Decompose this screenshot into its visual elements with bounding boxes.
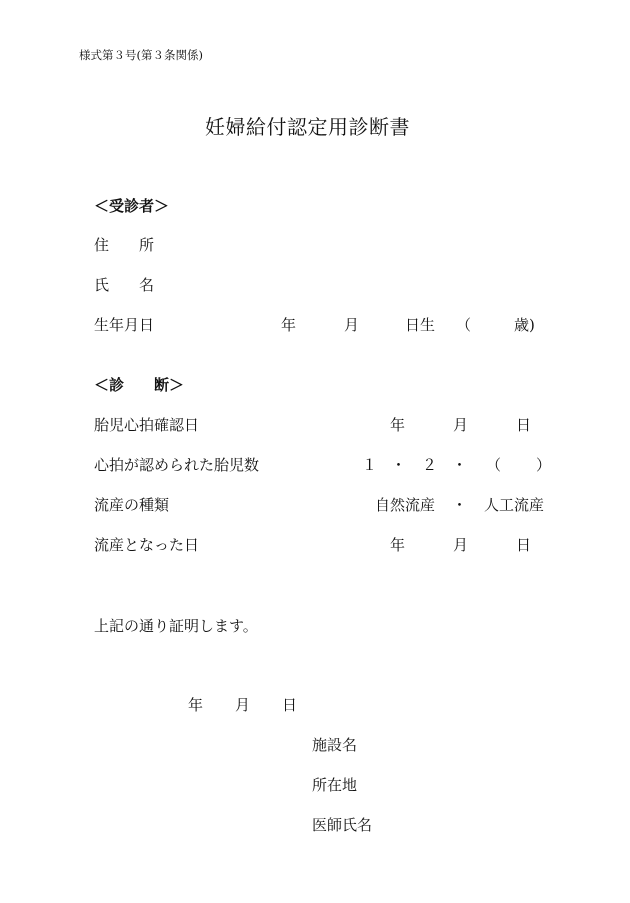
- facility-location-label: 所在地: [312, 776, 358, 794]
- certification-year-unit: 年: [188, 696, 204, 714]
- age-unit: 歳): [514, 316, 535, 334]
- miscarriage-year-unit: 年: [390, 536, 406, 554]
- heartbeat-year-unit: 年: [390, 416, 406, 434]
- document-title: 妊婦給付認定用診断書: [205, 115, 410, 139]
- miscarriage-day-unit: 日: [516, 536, 532, 554]
- certification-month-unit: 月: [235, 696, 251, 714]
- fetus-option-one: １: [362, 456, 378, 474]
- birth-year-unit: 年: [281, 316, 297, 334]
- birth-month-unit: 月: [344, 316, 360, 334]
- birth-day-unit: 日生: [405, 316, 436, 334]
- name-label: 氏 名: [94, 276, 155, 294]
- patient-section-heading: ＜受診者＞: [94, 197, 170, 215]
- miscarriage-natural-option: 自然流産: [375, 496, 436, 514]
- birthdate-label: 生年月日: [94, 316, 155, 334]
- address-label: 住 所: [94, 236, 155, 254]
- fetus-separator-1: ・: [391, 456, 407, 474]
- doctor-name-label: 医師氏名: [312, 816, 373, 834]
- heartbeat-date-label: 胎児心拍確認日: [94, 416, 200, 434]
- miscarriage-type-label: 流産の種類: [94, 496, 170, 514]
- miscarriage-induced-option: 人工流産: [484, 496, 545, 514]
- heartbeat-month-unit: 月: [453, 416, 469, 434]
- fetus-other-close-paren: ）: [536, 456, 552, 474]
- form-number: 様式第３号(第３条関係): [79, 48, 203, 62]
- miscarriage-month-unit: 月: [453, 536, 469, 554]
- diagnosis-section-heading: ＜診 断＞: [94, 376, 185, 394]
- fetus-separator-2: ・: [452, 456, 468, 474]
- age-open-paren: （: [456, 316, 472, 334]
- fetus-count-label: 心拍が認められた胎児数: [94, 456, 260, 474]
- certification-day-unit: 日: [282, 696, 298, 714]
- certification-statement: 上記の通り証明します。: [94, 617, 258, 635]
- facility-name-label: 施設名: [312, 736, 358, 754]
- heartbeat-day-unit: 日: [516, 416, 532, 434]
- fetus-option-two: ２: [422, 456, 438, 474]
- fetus-other-open-paren: （: [486, 456, 502, 474]
- miscarriage-date-label: 流産となった日: [94, 536, 200, 554]
- miscarriage-separator: ・: [452, 496, 468, 514]
